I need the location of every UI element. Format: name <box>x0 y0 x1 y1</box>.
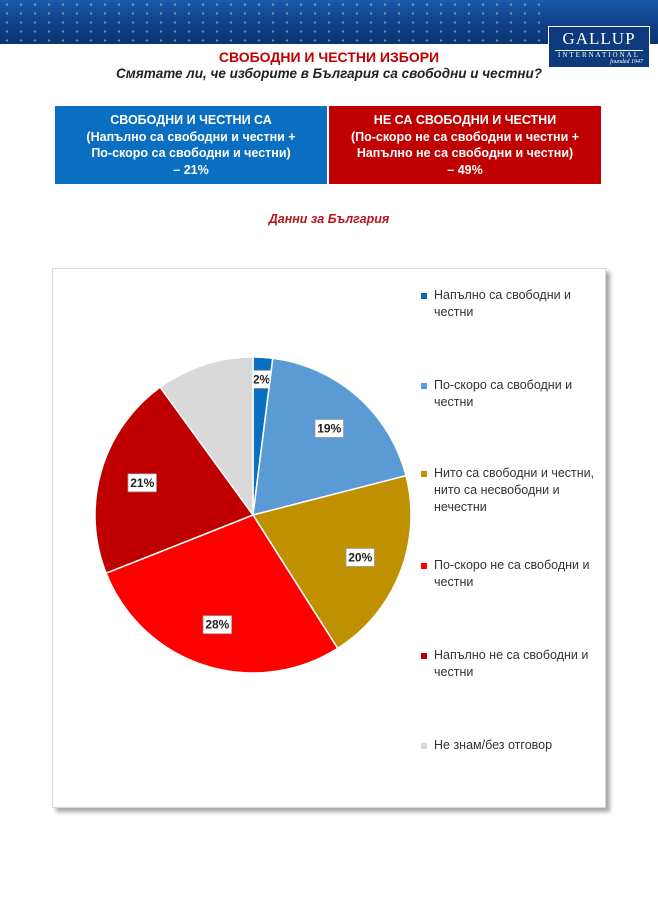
legend-swatch-0 <box>421 293 427 299</box>
data-label-3 <box>203 616 232 634</box>
negative-detail-2: Напълно не са свободни и честни) <box>356 146 574 160</box>
logo-line1: GALLUP <box>562 29 636 48</box>
data-label-2 <box>346 548 375 566</box>
legend-label-5: Не знам/без отговор <box>434 738 553 752</box>
pie-chart <box>53 269 605 807</box>
banner-pattern <box>0 0 540 44</box>
legend-label-3: По-скоро не са свободни и честни <box>434 558 590 589</box>
data-source-label: Данни за България <box>268 212 390 226</box>
legend-swatch-2 <box>421 471 427 477</box>
legend-label-1: По-скоро са свободни и честни <box>434 378 573 409</box>
data-label-text-4: 21% <box>130 475 155 490</box>
question-text: Смятате ли, че изборите в България са свободни и честни? <box>116 66 542 81</box>
legend-label-2: Нито са свободни и честни, нито са несвободни и нечестни <box>434 466 595 514</box>
data-label-text-3: 28% <box>205 617 230 632</box>
logo-line2: INTERNATIONAL <box>555 50 643 59</box>
legend-swatch-5 <box>421 743 427 749</box>
legend-label-4: Напълно не са свободни и честни <box>434 648 589 679</box>
summary-positive-box <box>55 106 327 184</box>
negative-heading: НЕ СА СВОБОДНИ И ЧЕСТНИ <box>373 113 557 127</box>
logo-line3: founded 1947 <box>610 59 643 65</box>
pie-chart-frame <box>52 268 606 808</box>
page-title: СВОБОДНИ И ЧЕСТНИ ИЗБОРИ <box>218 49 440 65</box>
positive-total: – 21% <box>173 162 209 177</box>
positive-detail-2: По-скоро са свободни и честни) <box>91 146 291 160</box>
data-label-text-1: 19% <box>317 421 342 436</box>
data-label-4 <box>128 474 156 492</box>
negative-detail-1: (По-скоро не са свободни и честни + <box>350 129 580 144</box>
data-label-text-2: 20% <box>348 550 373 565</box>
legend-swatch-3 <box>421 563 427 569</box>
positive-detail-1: (Напълно са свободни и честни + <box>86 129 296 144</box>
legend-swatch-1 <box>421 383 427 389</box>
summary-negative-box <box>329 106 601 184</box>
data-label-text-0: 2% <box>252 372 271 387</box>
legend-label-0: Напълно са свободни и честни <box>434 288 572 319</box>
positive-heading: СВОБОДНИ И ЧЕСТНИ СА <box>110 113 272 127</box>
negative-total: – 49% <box>447 162 483 177</box>
data-label-1 <box>315 419 344 437</box>
legend-swatch-4 <box>421 653 427 659</box>
